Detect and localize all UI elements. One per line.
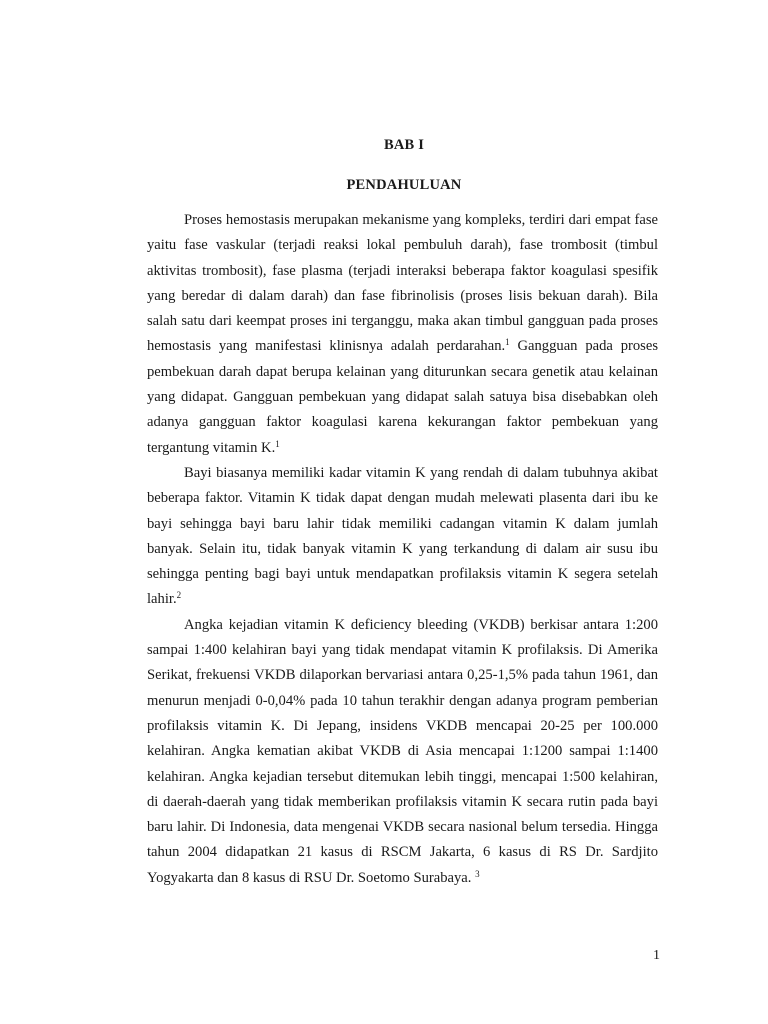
page-number: 1 [653,948,660,963]
citation-superscript: 3 [475,868,480,879]
paragraph-text: Bayi biasanya memiliki kadar vitamin K yang rendah di dalam tubuhnya akibat beberapa faktor. Vitamin K tidak dapat dengan mudah melewati plasenta dari ibu ke bayi sehingga bayi baru lahir tidak memiliki cadangan vitamin K dalam jumlah banyak. Selain itu, tidak banyak vitamin K yang terkandung di dalam air susu ibu sehingga penting bagi bayi untuk mendapatkan profilaksis vitamin K segera setelah lahir. [147,464,658,608]
citation-superscript: 1 [505,337,510,348]
chapter-title: PENDAHULUAN [346,177,462,193]
chapter-heading: BAB I [383,137,425,153]
citation-superscript: 2 [176,590,182,601]
paragraph-text: Proses hemostasis merupakan mekanisme yang kompleks, terdiri dari empat fase yaitu fase vaskular (terjadi reaksi lokal pembuluh darah), fase trombosit (timbul aktivitas trombosit), fase plasma (terjadi interaksi beberapa faktor koagulasi spesifik yang beredar di dalam darah) dan fase fibrinolisis (proses lisis bekuan darah). Bila salah satu dari keempat proses ini terganggu, maka akan timbul gangguan pada proses hemostasis yang manifestasi klinisnya adalah perdarahan. [147,212,658,355]
paragraph-vitamin-k-infants [147,461,658,613]
paragraph-text: Gangguan pada proses pembekuan darah dapat berupa kelainan yang diturunkan secara genetik atau kelainan yang didapat. Gangguan pembekuan yang didapat salah satuya bisa disebabkan oleh adanya gangguan faktor koagulasi karena kekurangan faktor pembekuan yang tergantung vitamin K. [147,338,658,456]
citation-superscript: 1 [275,438,280,449]
body-text [147,208,658,891]
paragraph-hemostasis [147,208,658,461]
paragraph-text: Angka kejadian vitamin K deficiency bleeding (VKDB) berkisar antara 1:200 sampai 1:400 kelahiran bayi yang tidak mendapat vitamin K profilaksis. Di Amerika Serikat, frekuensi VKDB dilaporkan bervariasi antara 0,25-1,5% pada tahun 1961, dan menurun menjadi 0-0,04% pada 10 tahun terakhir dengan adanya program pemberian profilaksis vitamin K. Di Jepang, insidens VKDB mencapai 20-25 per 100.000 kelahiran. Angka kematian akibat VKDB di Asia mencapai 1:1200 sampai 1:1400 kelahiran. Angka kejadian tersebut ditemukan lebih tinggi, mencapai 1:500 kelahiran, di daerah-daerah yang tidak memberikan profilaksis vitamin K secara rutin pada bayi baru lahir. Di Indonesia, data mengenai VKDB secara nasional belum tersedia. Hingga tahun 2004 didapatkan 21 kasus di RSCM Jakarta, 6 kasus di RS Dr. Sardjito Yogyakarta dan 8 kasus di RSU Dr. Soetomo Surabaya. [147,616,658,886]
paragraph-vkdb-incidence [147,613,658,891]
